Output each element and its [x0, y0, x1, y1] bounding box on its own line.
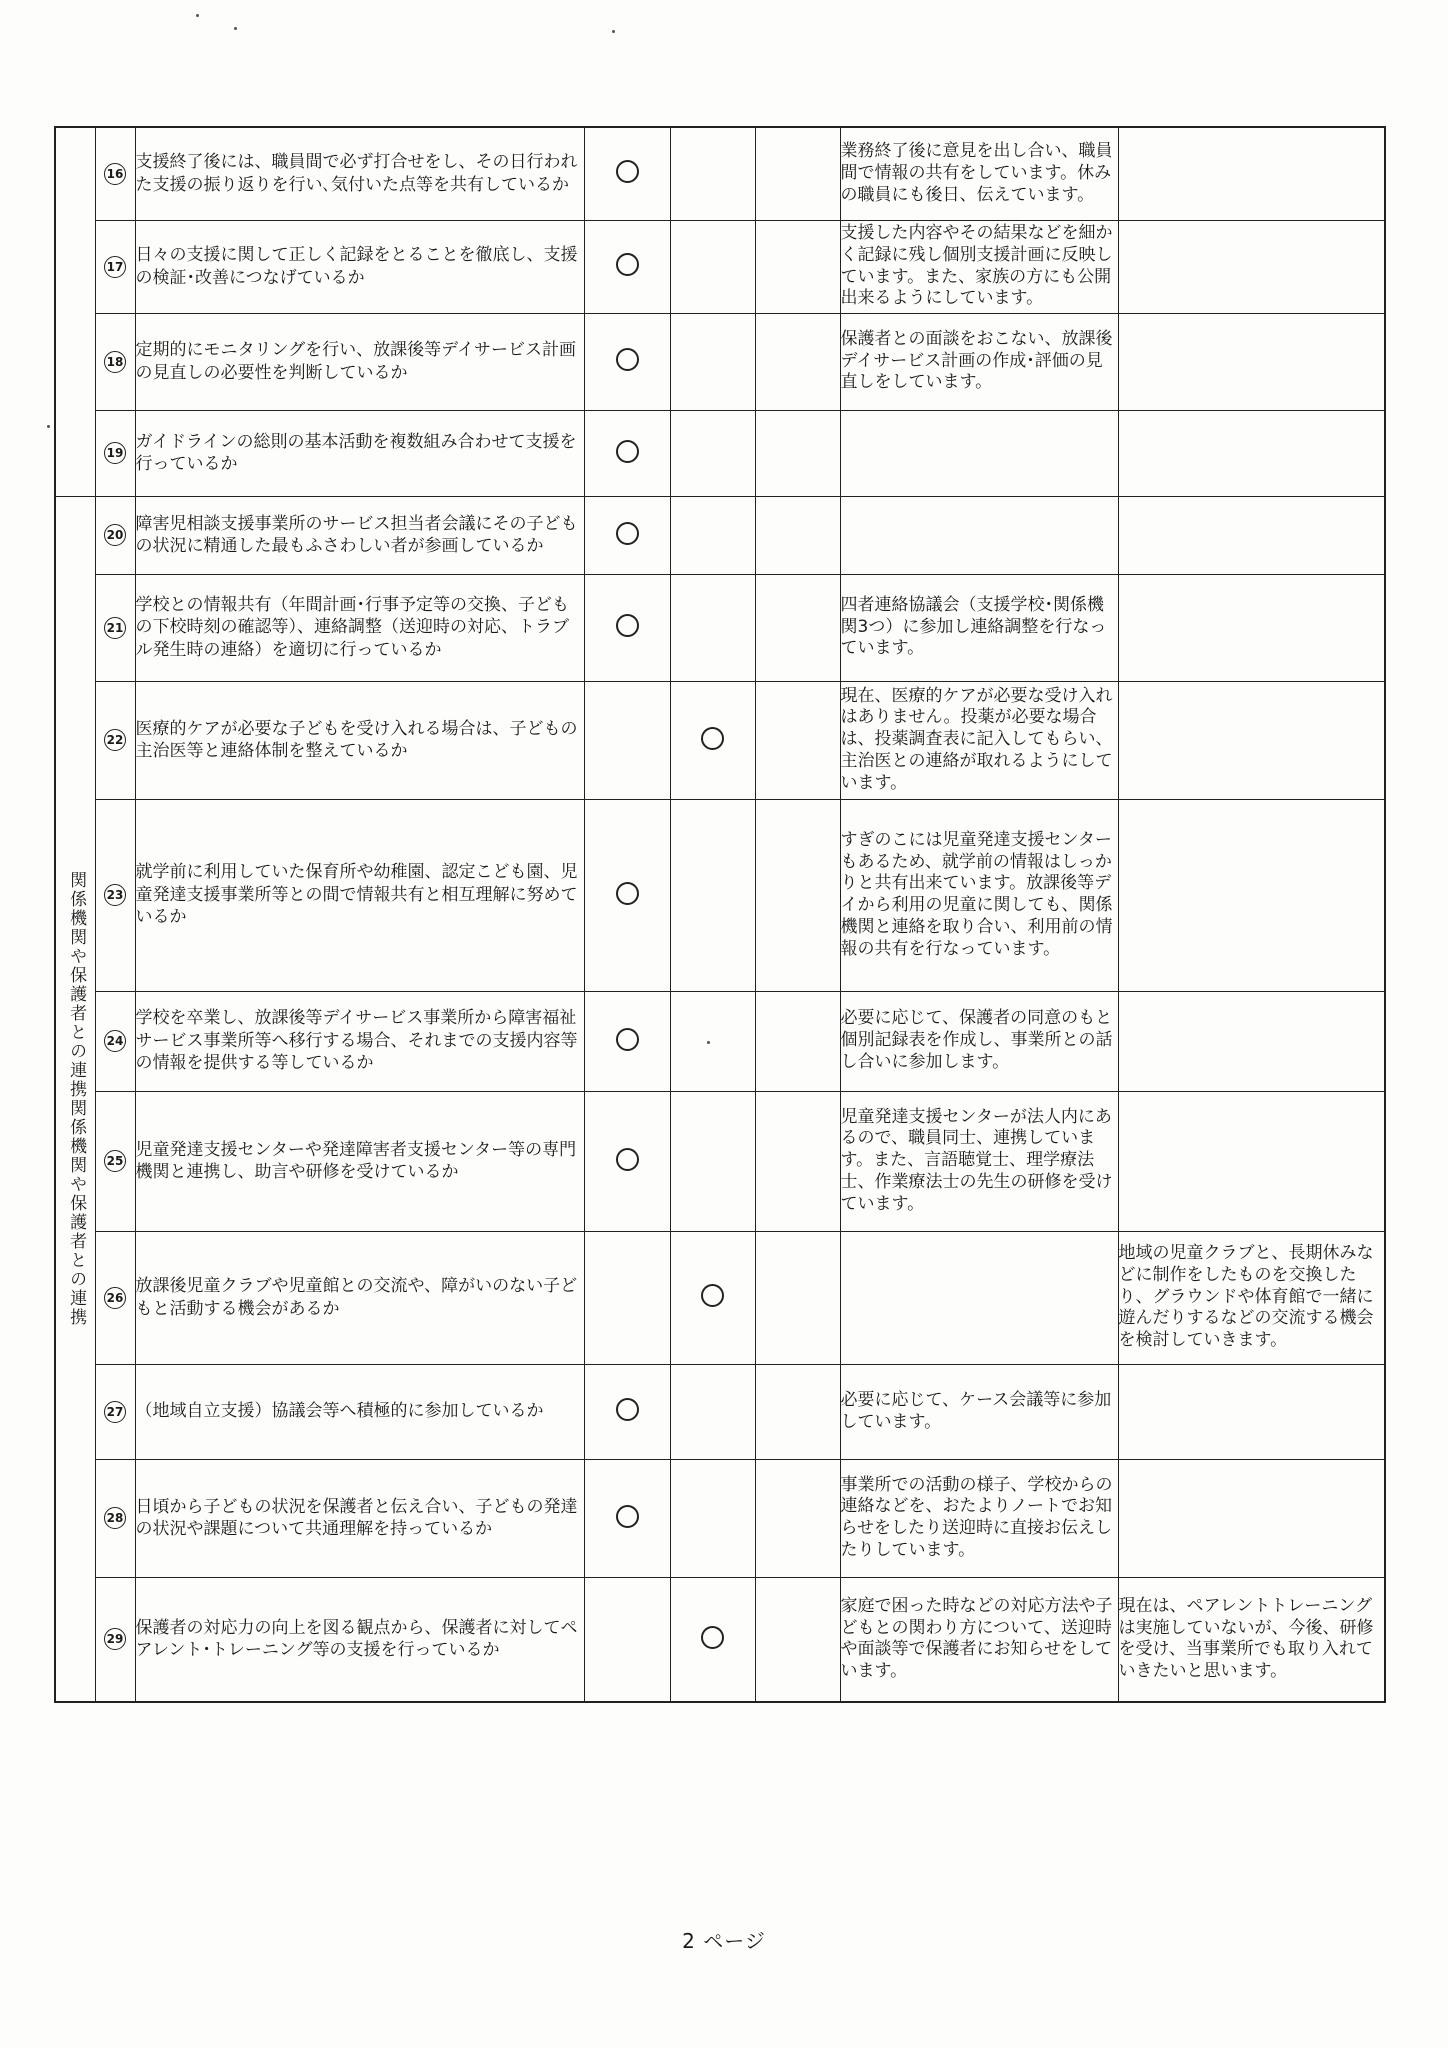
table-row — [55, 496, 1385, 574]
answer-unclear-cell — [670, 1364, 755, 1459]
answer-unclear-cell — [670, 313, 755, 410]
answer-unclear-cell — [670, 127, 755, 220]
answer-no-cell — [755, 313, 840, 410]
answer-yes-cell — [584, 574, 670, 681]
table-row — [55, 1231, 1385, 1364]
table-row — [55, 799, 1385, 991]
item-number-cell — [95, 1231, 135, 1364]
item-number-cell — [95, 1577, 135, 1702]
answer-yes-cell — [584, 681, 670, 799]
answer-mark-icon — [616, 440, 639, 463]
table-row — [55, 313, 1385, 410]
question-text: 保護者の対応力の向上を図る観点から、保護者に対してペアレント･トレーニング等の支援を行っているか — [135, 1577, 584, 1702]
item-number-cell — [95, 1459, 135, 1577]
comment-text: 支援した内容やその結果などを細かく記録に残し個別支援計画に反映しています。また、家族の方にも公開出来るようにしています。 — [840, 220, 1118, 313]
answer-no-cell — [755, 1459, 840, 1577]
answer-no-cell — [755, 127, 840, 220]
category-cell — [55, 127, 95, 496]
scan-speck — [612, 30, 615, 33]
answer-no-cell — [755, 496, 840, 574]
item-number: 20 — [104, 524, 126, 546]
question-text: 就学前に利用していた保育所や幼稚園、認定こども園、児童発達支援事業所等との間で情報共有と相互理解に努めているか — [135, 799, 584, 991]
answer-mark-icon — [616, 253, 639, 276]
question-text: 障害児相談支援事業所のサービス担当者会議にその子どもの状況に精通した最もふさわしい者が参画しているか — [135, 496, 584, 574]
answer-no-cell — [755, 1577, 840, 1702]
answer-unclear-cell — [670, 410, 755, 496]
answer-unclear-cell — [670, 496, 755, 574]
answer-mark-icon — [616, 1398, 639, 1421]
answer-unclear-cell — [670, 1091, 755, 1231]
comment-text: 保護者との面談をおこない、放課後デイサービス計画の作成･評価の見直しをしています。 — [840, 313, 1118, 410]
comment-text: 業務終了後に意見を出し合い、職員間で情報の共有をしています。休みの職員にも後日、伝えています。 — [840, 127, 1118, 220]
answer-yes-cell — [584, 1577, 670, 1702]
answer-no-cell — [755, 1231, 840, 1364]
item-number-cell — [95, 1091, 135, 1231]
item-number-cell — [95, 313, 135, 410]
question-text: （地域自立支援）協議会等へ積極的に参加しているか — [135, 1364, 584, 1459]
answer-no-cell — [755, 574, 840, 681]
comment-text: すぎのこには児童発達支援センターもあるため、就学前の情報はしっかりと共有出来ています。放課後等デイから利用の児童に関しても、関係機関と連絡を取り合い、利用前の情報の共有を行なっています。 — [840, 799, 1118, 991]
table-row — [55, 127, 1385, 220]
item-number-cell — [95, 410, 135, 496]
answer-unclear-cell — [670, 220, 755, 313]
comment-text — [840, 1231, 1118, 1364]
item-number: 24 — [104, 1030, 126, 1052]
evaluation-sheet — [54, 126, 1386, 1703]
question-text: ガイドラインの総則の基本活動を複数組み合わせて支援を行っているか — [135, 410, 584, 496]
table-row — [55, 681, 1385, 799]
comment-text: 家庭で困った時などの対応方法や子どもとの関わり方について、送迎時や面談等で保護者にお知らせをしています。 — [840, 1577, 1118, 1702]
question-text: 学校を卒業し、放課後等デイサービス事業所から障害福祉サービス事業所等へ移行する場合、それまでの支援内容等の情報を提供する等しているか — [135, 991, 584, 1091]
table-row — [55, 574, 1385, 681]
table-row — [55, 1459, 1385, 1577]
question-text: 定期的にモニタリングを行い、放課後等デイサービス計画の見直しの必要性を判断しているか — [135, 313, 584, 410]
answer-unclear-cell — [670, 574, 755, 681]
comment-text — [840, 496, 1118, 574]
scan-speck — [707, 1041, 710, 1044]
item-number-cell — [95, 991, 135, 1091]
item-number: 22 — [104, 729, 126, 751]
improvement-text — [1118, 991, 1385, 1091]
scan-speck — [196, 14, 199, 17]
improvement-text — [1118, 220, 1385, 313]
answer-yes-cell — [584, 313, 670, 410]
item-number: 25 — [104, 1150, 126, 1172]
category-cell — [55, 496, 95, 1702]
improvement-text — [1118, 799, 1385, 991]
comment-text: 必要に応じて、保護者の同意のもと個別記録表を作成し、事業所との話し合いに参加します。 — [840, 991, 1118, 1091]
question-text: 児童発達支援センターや発達障害者支援センター等の専門機関と連携し、助言や研修を受けているか — [135, 1091, 584, 1231]
item-number: 23 — [104, 884, 126, 906]
answer-yes-cell — [584, 1231, 670, 1364]
comment-text: 児童発達支援センターが法人内にあるので、職員同士、連携しています。また、言語聴覚士、理学療法士、作業療法士の先生の研修を受けています。 — [840, 1091, 1118, 1231]
comment-text: 現在、医療的ケアが必要な受け入れはありません。投薬が必要な場合は、投薬調査表に記入してもらい、主治医との連絡が取れるようにしています。 — [840, 681, 1118, 799]
item-number: 27 — [104, 1401, 126, 1423]
table-row — [55, 1091, 1385, 1231]
item-number: 16 — [104, 163, 126, 185]
question-text: 日頃から子どもの状況を保護者と伝え合い、子どもの発達の状況や課題について共通理解を持っているか — [135, 1459, 584, 1577]
answer-no-cell — [755, 1364, 840, 1459]
answer-unclear-cell — [670, 1231, 755, 1364]
comment-text: 四者連絡協議会（支援学校･関係機関3つ）に参加し連絡調整を行なっています。 — [840, 574, 1118, 681]
answer-mark-icon — [616, 1505, 639, 1528]
improvement-text — [1118, 496, 1385, 574]
item-number-cell — [95, 1364, 135, 1459]
answer-yes-cell — [584, 410, 670, 496]
improvement-text — [1118, 410, 1385, 496]
item-number-cell — [95, 127, 135, 220]
improvement-text — [1118, 1091, 1385, 1231]
answer-mark-icon — [701, 1284, 724, 1307]
table-row — [55, 1577, 1385, 1702]
answer-yes-cell — [584, 127, 670, 220]
answer-unclear-cell — [670, 991, 755, 1091]
table-row — [55, 220, 1385, 313]
item-number: 19 — [104, 442, 126, 464]
table-row — [55, 1364, 1385, 1459]
answer-yes-cell — [584, 1364, 670, 1459]
answer-unclear-cell — [670, 1459, 755, 1577]
answer-mark-icon — [616, 522, 639, 545]
answer-unclear-cell — [670, 1577, 755, 1702]
answer-mark-icon — [701, 727, 724, 750]
item-number: 18 — [104, 351, 126, 373]
comment-text — [840, 410, 1118, 496]
comment-text: 事業所での活動の様子、学校からの連絡などを、おたよりノートでお知らせをしたり送迎時に直接お伝えしたりしています。 — [840, 1459, 1118, 1577]
item-number: 17 — [104, 256, 126, 278]
answer-no-cell — [755, 681, 840, 799]
item-number-cell — [95, 799, 135, 991]
answer-yes-cell — [584, 1459, 670, 1577]
table-row — [55, 410, 1385, 496]
item-number-cell — [95, 574, 135, 681]
comment-text: 必要に応じて、ケース会議等に参加しています。 — [840, 1364, 1118, 1459]
category-label: 関係機関や保護者との連携関係機関や保護者との連携 — [66, 870, 87, 1327]
item-number-cell — [95, 496, 135, 574]
answer-unclear-cell — [670, 799, 755, 991]
improvement-text — [1118, 313, 1385, 410]
question-text: 放課後児童クラブや児童館との交流や、障がいのない子どもと活動する機会があるか — [135, 1231, 584, 1364]
scan-speck — [47, 425, 50, 428]
answer-unclear-cell — [670, 681, 755, 799]
answer-mark-icon — [616, 882, 639, 905]
answer-no-cell — [755, 220, 840, 313]
improvement-text — [1118, 127, 1385, 220]
improvement-text — [1118, 681, 1385, 799]
answer-no-cell — [755, 1091, 840, 1231]
answer-mark-icon — [616, 160, 639, 183]
improvement-text — [1118, 574, 1385, 681]
answer-yes-cell — [584, 991, 670, 1091]
answer-yes-cell — [584, 1091, 670, 1231]
answer-mark-icon — [701, 1626, 724, 1649]
answer-mark-icon — [616, 614, 639, 637]
question-text: 学校との情報共有（年間計画･行事予定等の交換、子どもの下校時刻の確認等）、連絡調整（送迎時の対応、トラブル発生時の連絡）を適切に行っているか — [135, 574, 584, 681]
item-number: 28 — [104, 1507, 126, 1529]
answer-no-cell — [755, 991, 840, 1091]
answer-no-cell — [755, 410, 840, 496]
item-number-cell — [95, 681, 135, 799]
answer-yes-cell — [584, 799, 670, 991]
answer-mark-icon — [616, 1028, 639, 1051]
improvement-text — [1118, 1459, 1385, 1577]
table-row — [55, 991, 1385, 1091]
evaluation-table — [54, 126, 1386, 1703]
item-number: 21 — [104, 617, 126, 639]
question-text: 支援終了後には、職員間で必ず打合せをし、その日行われた支援の振り返りを行い､気付いた点等を共有しているか — [135, 127, 584, 220]
improvement-text: 地域の児童クラブと、長期休みなどに制作をしたものを交換したり、グラウンドや体育館で一緒に遊んだりするなどの交流する機会を検討していきます。 — [1118, 1231, 1385, 1364]
item-number: 26 — [104, 1287, 126, 1309]
answer-yes-cell — [584, 220, 670, 313]
item-number-cell — [95, 220, 135, 313]
answer-yes-cell — [584, 496, 670, 574]
scan-speck — [234, 27, 237, 30]
page-number: 2 ページ — [682, 1929, 766, 1953]
question-text: 日々の支援に関して正しく記録をとることを徹底し、支援の検証･改善につなげているか — [135, 220, 584, 313]
answer-mark-icon — [616, 348, 639, 371]
answer-mark-icon — [616, 1148, 639, 1171]
item-number: 29 — [104, 1628, 126, 1650]
improvement-text: 現在は、ペアレントトレーニングは実施していないが、今後、研修を受け、当事業所でも取り入れていきたいと思います。 — [1118, 1577, 1385, 1702]
improvement-text — [1118, 1364, 1385, 1459]
answer-no-cell — [755, 799, 840, 991]
question-text: 医療的ケアが必要な子どもを受け入れる場合は、子どもの主治医等と連絡体制を整えているか — [135, 681, 584, 799]
